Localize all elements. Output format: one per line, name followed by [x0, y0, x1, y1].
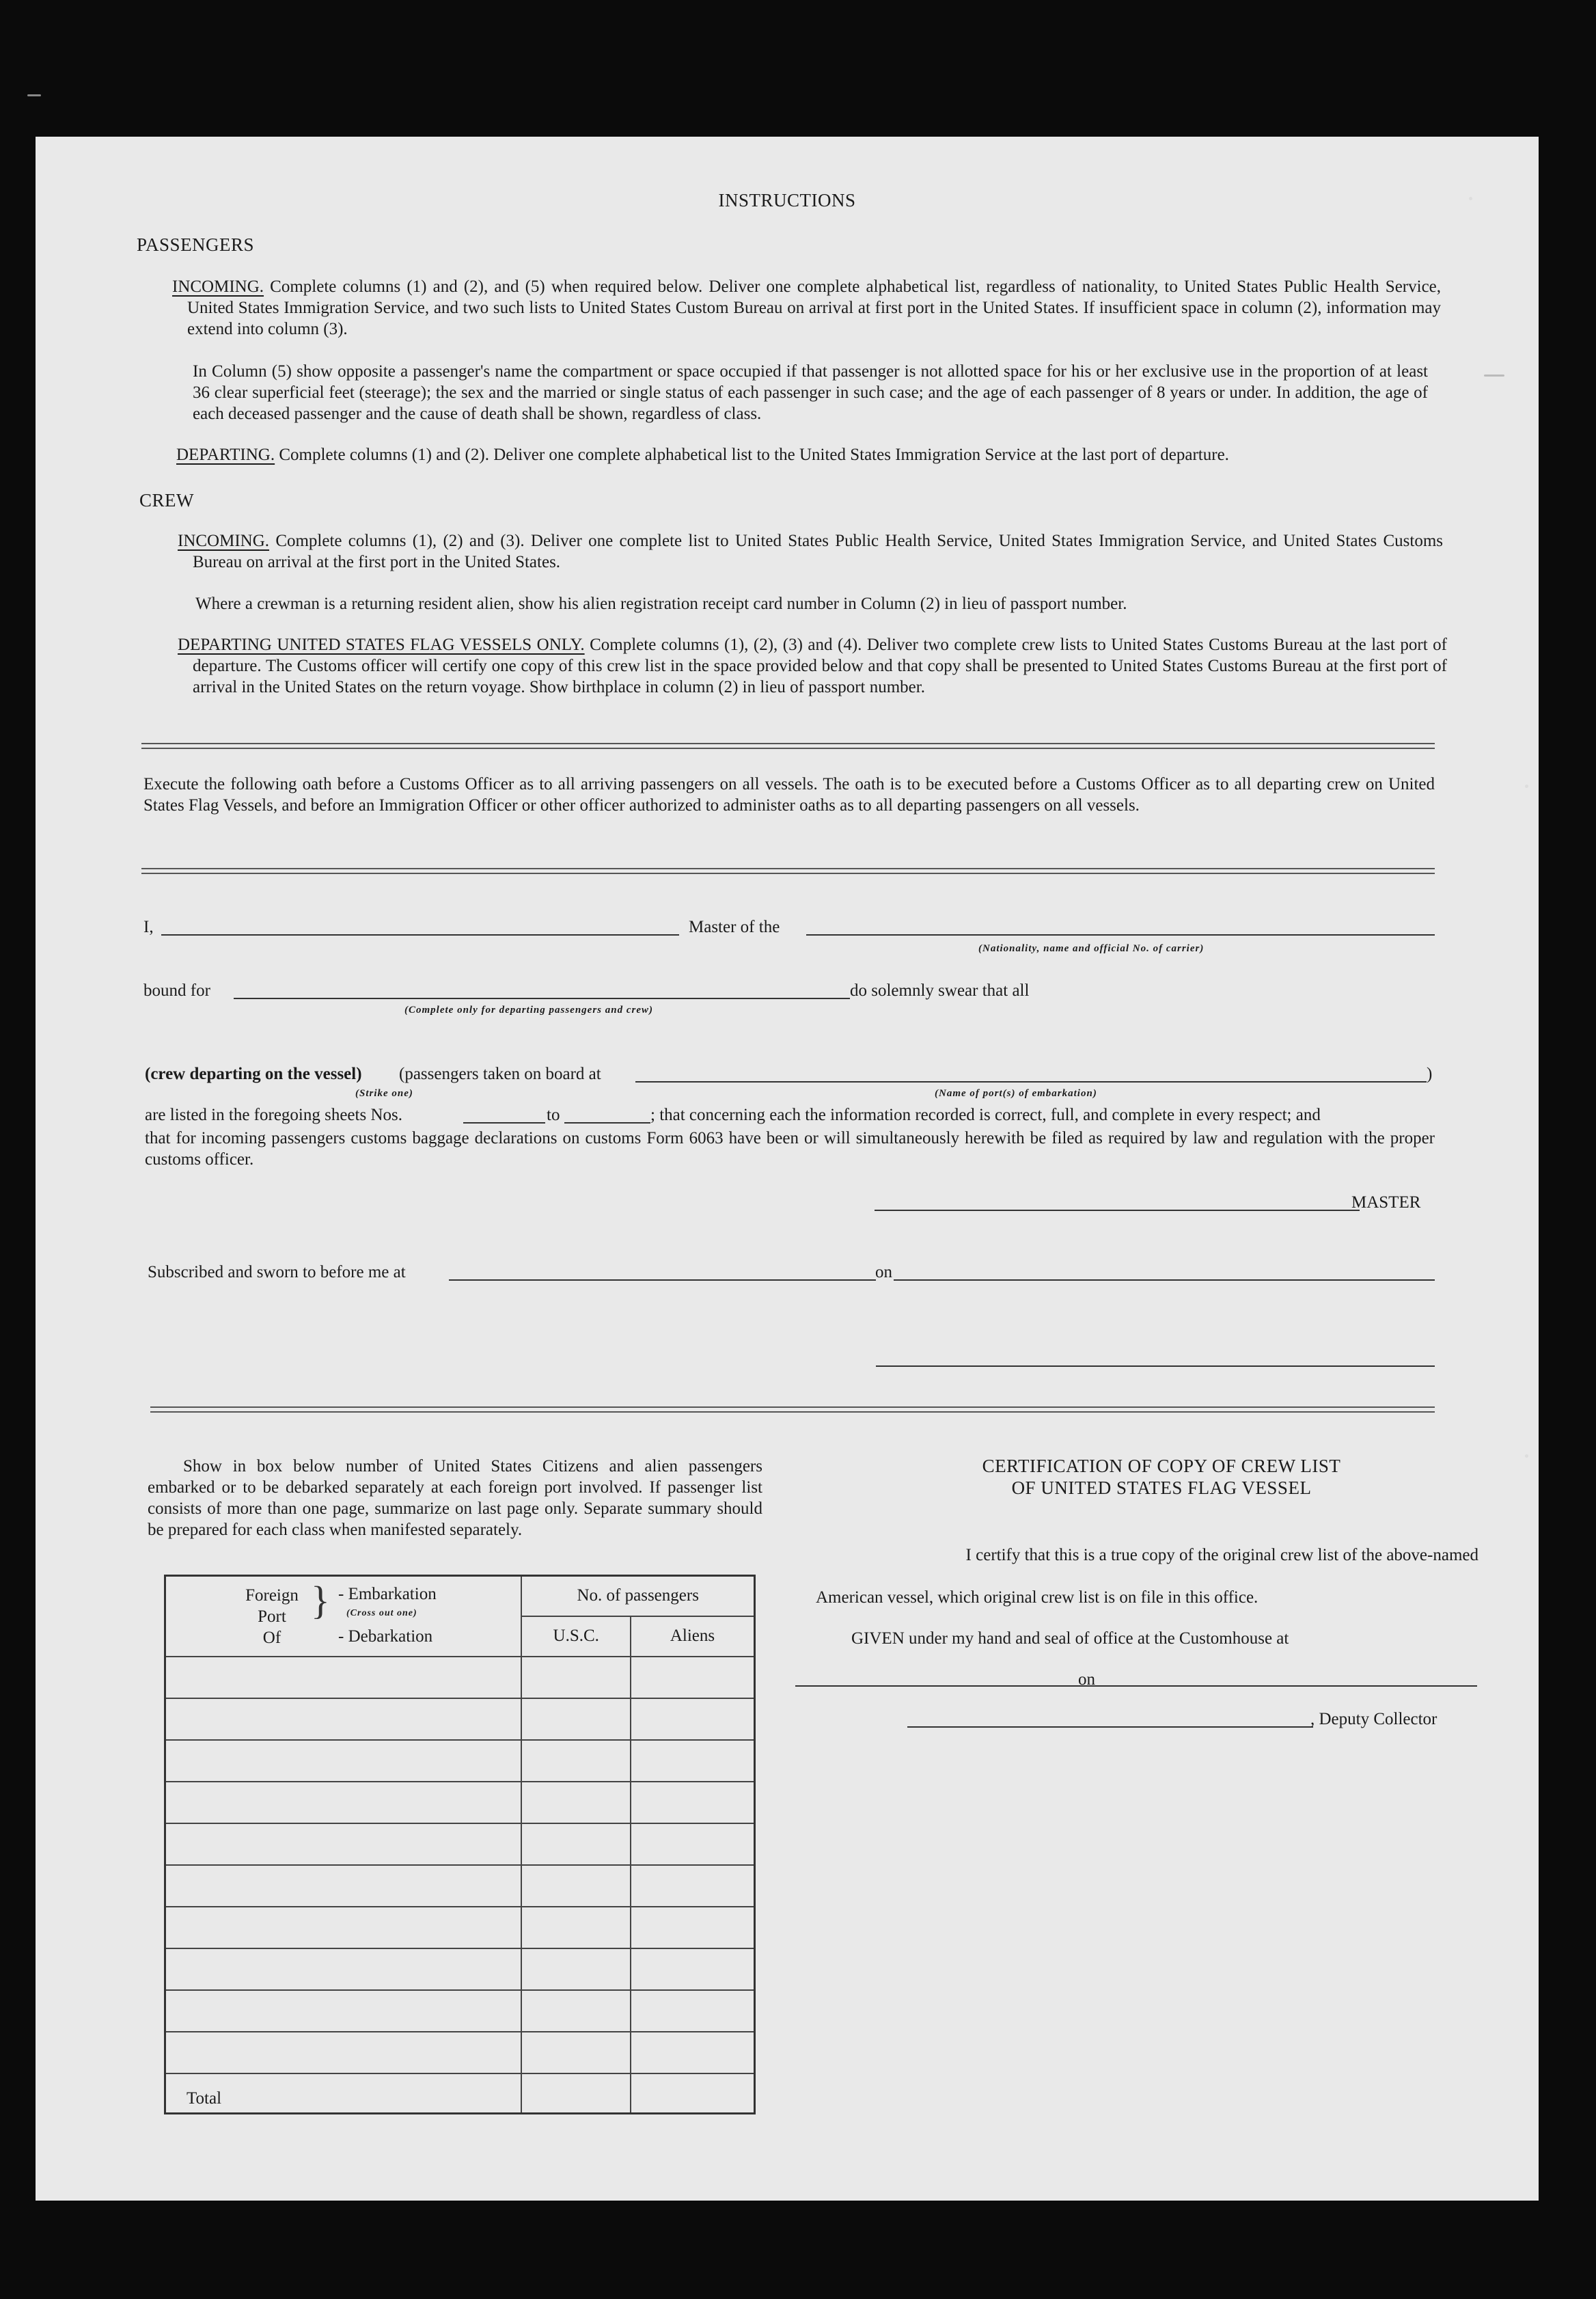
- to-label: to: [547, 1106, 560, 1124]
- table-row[interactable]: [165, 1823, 522, 1865]
- crew-incoming-paragraph: [178, 530, 1443, 573]
- table-row[interactable]: [165, 1865, 522, 1907]
- col-port: Port: [258, 1607, 286, 1626]
- table-row[interactable]: [165, 1782, 522, 1823]
- certification-title-line2: OF UNITED STATES FLAG VESSEL: [1011, 1478, 1312, 1498]
- crew-incoming-label: INCOMING.: [178, 532, 270, 550]
- scan-speck: [27, 94, 41, 96]
- crew-incoming-text: Complete columns (1), (2) and (3). Deliver one complete list to United States Public Health Service, United States Immigration Service, and United States Customs Bureau on arrival at the first port in the United States.: [193, 532, 1444, 571]
- port-caption: (Name of port(s) of embarkation): [935, 1088, 1097, 1099]
- embarkation-port-field[interactable]: [635, 1081, 1427, 1083]
- swear-label: do solemnly swear that all: [850, 981, 1030, 1000]
- foreign-port-header: [165, 1576, 522, 1657]
- master-signature-field[interactable]: [875, 1210, 1360, 1211]
- oath-intro: Execute the following oath before a Customs Officer as to all arriving passengers on all vessels. The oath is to be executed before a Customs Officer as to all departing crew on United States Flag Vessels, and before an Immigration Officer or other officer authorized to administer oaths as to all departing passengers on all vessels.: [143, 775, 1435, 815]
- given-text: GIVEN under my hand and seal of office at the Customhouse at: [851, 1629, 1289, 1648]
- crew-departing-text: Complete columns (1), (2), (3) and (4). Deliver two complete crew lists to United States Customs Bureau at the last port of departure. The Customs officer will certify one copy of this crew list in the space provided below and that copy shall be presented to United States Customs Bureau at the first port of arrival in the United States on the return voyage. Show birthplace in column (2) in lieu of passport number.: [193, 636, 1447, 696]
- passengers-departing-label: DEPARTING.: [176, 446, 275, 464]
- aliens-header: Aliens: [631, 1616, 754, 1657]
- certification-date-field[interactable]: [1097, 1685, 1477, 1687]
- usc-cell[interactable]: [521, 1948, 631, 1990]
- certify-line1: I certify that this is a true copy of the original crew list of the above-named: [965, 1546, 1478, 1564]
- aliens-cell[interactable]: [631, 1907, 754, 1948]
- aliens-cell[interactable]: [631, 1823, 754, 1865]
- scan-speck: [1525, 1454, 1528, 1458]
- summary-instructions: Show in box below number of United States Citizens and alien passengers embarked or to be debarked separately at each foreign port involved. If passenger list consists of more than one page, summarize on last page only. Separate summary should be prepared for each class when manifested separately.: [148, 1457, 762, 1539]
- embarkation-label: - Embarkation: [338, 1585, 437, 1603]
- usc-cell[interactable]: [521, 1990, 631, 2032]
- baggage-paragraph: that for incoming passengers customs baggage declarations on customs Form 6063 have been or will simultaneously herewith be filed as required by law and regulation with the proper customs officer.: [145, 1129, 1435, 1169]
- crew-departing-label: DEPARTING UNITED STATES FLAG VESSELS ONLY.: [178, 636, 585, 654]
- col-of: Of: [262, 1629, 281, 1647]
- subscribed-on-label: on: [875, 1263, 892, 1281]
- carrier-caption: (Nationality, name and official No. of carrier): [978, 943, 1205, 954]
- usc-cell[interactable]: [521, 1865, 631, 1907]
- form-page: [36, 137, 1539, 2201]
- passengers-incoming-label: INCOMING.: [172, 277, 264, 296]
- usc-total-cell[interactable]: [521, 2073, 631, 2113]
- aliens-cell[interactable]: [631, 1740, 754, 1782]
- debarkation-label: - Debarkation: [338, 1627, 433, 1646]
- subscribed-label: Subscribed and sworn to before me at: [148, 1263, 406, 1281]
- scan-speck: [1484, 375, 1504, 377]
- table-row[interactable]: [165, 1657, 522, 1698]
- usc-cell[interactable]: [521, 1782, 631, 1823]
- aliens-total-cell[interactable]: [631, 2073, 754, 2113]
- strike-caption: (Strike one): [355, 1088, 413, 1099]
- oath-i-label: I,: [143, 918, 154, 936]
- bound-for-field[interactable]: [234, 998, 850, 999]
- crew-heading: CREW: [139, 490, 194, 511]
- subscribed-place-field[interactable]: [449, 1279, 876, 1281]
- table-row[interactable]: [165, 1698, 522, 1740]
- customhouse-field[interactable]: [795, 1685, 1114, 1687]
- passengers-heading: PASSENGERS: [137, 234, 255, 255]
- table-row[interactable]: [165, 2032, 522, 2073]
- scan-speck: [1525, 785, 1528, 788]
- officer-signature-field[interactable]: [876, 1365, 1435, 1367]
- no-of-passengers-header: No. of passengers: [521, 1576, 754, 1616]
- usc-cell[interactable]: [521, 1823, 631, 1865]
- aliens-cell[interactable]: [631, 2032, 754, 2073]
- passenger-summary-table: [164, 1575, 756, 2114]
- divider: [141, 868, 1435, 874]
- usc-cell[interactable]: [521, 2032, 631, 2073]
- master-name-field[interactable]: [161, 934, 679, 936]
- passengers-incoming-paragraph: [172, 276, 1441, 340]
- scan-speck: [1469, 197, 1472, 200]
- certification-on-label: on: [1078, 1670, 1095, 1689]
- table-row[interactable]: [165, 1990, 522, 2032]
- aliens-cell[interactable]: [631, 1657, 754, 1698]
- certify-line2: American vessel, which original crew list is on file in this office.: [816, 1588, 1258, 1607]
- master-label: MASTER: [1351, 1193, 1421, 1212]
- brace: }: [311, 1578, 330, 1622]
- usc-cell[interactable]: [521, 1740, 631, 1782]
- table-row[interactable]: [165, 1907, 522, 1948]
- listed-rest: ; that concerning each the information recorded is correct, full, and complete in every respect; and: [650, 1106, 1321, 1124]
- passengers-departing-paragraph: [176, 444, 1430, 465]
- deputy-collector-signature-field[interactable]: [907, 1726, 1313, 1728]
- bound-for-label: bound for: [143, 981, 210, 1000]
- subscribed-date-field[interactable]: [894, 1279, 1435, 1281]
- usc-cell[interactable]: [521, 1657, 631, 1698]
- aliens-cell[interactable]: [631, 1698, 754, 1740]
- certification-title-line1: CERTIFICATION OF COPY OF CREW LIST: [982, 1456, 1341, 1476]
- table-row[interactable]: [165, 1948, 522, 1990]
- master-of-label: Master of the: [689, 918, 780, 936]
- usc-cell[interactable]: [521, 1698, 631, 1740]
- passengers-column5-paragraph: In Column (5) show opposite a passenger's name the compartment or space occupied if that passenger is not allotted space for his or her exclusive use in the proportion of at least 36 clear superficial feet (steerage); the sex and the married or single status of each passenger in such case; and the age of each passenger of 8 years or under. In addition, the age of each deceased passenger and the cause of death shall be shown, regardless of class.: [193, 362, 1428, 423]
- crew-departing-option: (crew departing on the vessel): [145, 1065, 362, 1083]
- carrier-field[interactable]: [806, 934, 1435, 936]
- passengers-departing-text: Complete columns (1) and (2). Deliver one complete alphabetical list to the United States Immigration Service at the last port of departure.: [279, 446, 1229, 464]
- crew-resident-paragraph: Where a crewman is a returning resident alien, show his alien registration receipt card number in Column (2) in lieu of passport number.: [195, 595, 1127, 613]
- usc-header: U.S.C.: [521, 1616, 631, 1657]
- crew-departing-paragraph: [178, 634, 1447, 698]
- cross-out-caption: (Cross out one): [346, 1608, 417, 1618]
- sheet-from-field[interactable]: [463, 1122, 545, 1124]
- total-label: Total: [165, 2073, 522, 2113]
- passengers-taken-option: (passengers taken on board at: [399, 1065, 601, 1083]
- sheet-to-field[interactable]: [564, 1122, 650, 1124]
- aliens-cell[interactable]: [631, 1990, 754, 2032]
- page-title: INSTRUCTIONS: [718, 190, 856, 210]
- bound-for-caption: (Complete only for departing passengers and crew): [404, 1005, 653, 1016]
- divider: [150, 1406, 1435, 1413]
- aliens-cell[interactable]: [631, 1948, 754, 1990]
- usc-cell[interactable]: [521, 1907, 631, 1948]
- divider: [141, 743, 1435, 749]
- aliens-cell[interactable]: [631, 1782, 754, 1823]
- table-row[interactable]: [165, 1740, 522, 1782]
- deputy-collector-label: , Deputy Collector: [1310, 1710, 1437, 1728]
- listed-label: are listed in the foregoing sheets Nos.: [145, 1106, 402, 1124]
- aliens-cell[interactable]: [631, 1865, 754, 1907]
- passengers-incoming-text: Complete columns (1) and (2), and (5) when required below. Deliver one complete alphabetical list, regardless of nationality, to United States Public Health Service, United States Immigration Service, and two such lists to United States Custom Bureau on arrival at first port in the United States. If insufficient space in column (2), information may extend into column (3).: [187, 277, 1442, 338]
- close-paren: ): [1427, 1065, 1433, 1083]
- col-foreign: Foreign: [245, 1586, 299, 1605]
